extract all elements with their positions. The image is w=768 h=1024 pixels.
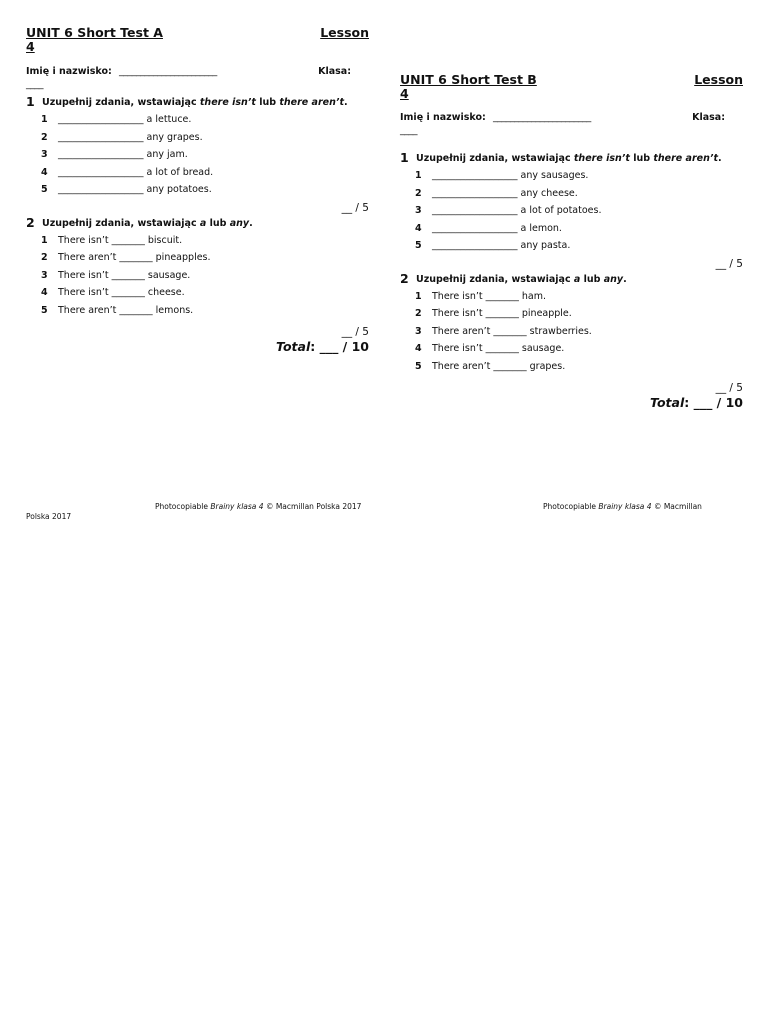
test-b-sheet [400, 73, 743, 410]
exercise-item[interactable]: 2 There aren’t _______ pineapples. [41, 252, 211, 263]
task-instruction: Uzupełnij zdania, wstawiając there isn’t lub there aren’t. [416, 153, 722, 164]
test-a-title: UNIT 6 Short Test A [26, 25, 163, 40]
task-1-header [26, 95, 369, 113]
test-b-name-row [400, 111, 743, 141]
exercise-item[interactable]: 4 __________________ a lemon. [415, 222, 562, 234]
test-b-lesson-label: Lesson [694, 72, 743, 87]
class-label: Klasa: [692, 112, 725, 123]
task-1 [26, 95, 369, 216]
task-number: 2 [26, 214, 35, 230]
exercise-item[interactable]: 1 There isn’t _______ biscuit. [41, 234, 183, 246]
task-2 [400, 272, 743, 397]
test-a-header [26, 26, 369, 56]
total-score: Total: ___ / 10 [276, 339, 369, 354]
name-field-line[interactable]: _______________________ [119, 66, 217, 77]
task-1-items [400, 169, 743, 257]
total-score: Total: ___ / 10 [650, 395, 743, 410]
test-b-header [400, 73, 743, 103]
exercise-item[interactable]: 2 __________________ any cheese. [415, 187, 578, 199]
exercise-item[interactable]: 3 There aren’t _______ strawberries. [415, 325, 592, 337]
exercise-item[interactable]: 4 There isn’t _______ sausage. [415, 343, 565, 354]
exercise-item[interactable]: 5 __________________ any pasta. [415, 240, 571, 251]
task-1-header [400, 151, 743, 169]
exercise-item[interactable]: 4 There isn’t _______ cheese. [41, 287, 185, 298]
exercise-item[interactable]: 1 __________________ a lettuce. [41, 114, 192, 125]
footer-left: Photocopiable Brainy klasa 4 © Macmillan Polska 2017 [155, 502, 362, 511]
name-label: Imię i nazwisko: [400, 112, 486, 123]
task-score: __ / 5 [341, 326, 369, 338]
task-2-header [26, 216, 369, 234]
name-label: Imię i nazwisko: [26, 66, 112, 77]
task-2-items [400, 290, 743, 378]
test-b-title: UNIT 6 Short Test B [400, 72, 537, 87]
name-field-line[interactable]: _______________________ [493, 112, 591, 123]
exercise-item[interactable]: 5 __________________ any potatoes. [41, 184, 212, 195]
footer-right: Photocopiable Brainy klasa 4 © Macmillan [543, 502, 702, 511]
exercise-item[interactable]: 2 __________________ any grapes. [41, 131, 203, 143]
task-score: __ / 5 [715, 257, 743, 270]
exercise-item[interactable]: 1 __________________ any sausages. [415, 170, 589, 181]
task-instruction: Uzupełnij zdania, wstawiając there isn’t lub there aren’t. [42, 97, 348, 108]
class-field-line[interactable]: ____ [26, 79, 43, 90]
exercise-item[interactable]: 5 There aren’t _______ grapes. [415, 360, 566, 372]
exercise-item[interactable]: 3 There isn’t _______ sausage. [41, 269, 191, 281]
task-instruction: Uzupełnij zdania, wstawiając a lub any. [42, 217, 253, 229]
class-field-line[interactable]: ____ [400, 125, 417, 136]
task-2 [26, 216, 369, 341]
footer-left-wrap: Polska 2017 [26, 512, 72, 521]
test-a-lesson-number: 4 [26, 39, 35, 54]
task-number: 1 [400, 150, 409, 165]
exercise-item[interactable]: 2 There isn’t _______ pineapple. [415, 308, 572, 319]
class-label: Klasa: [318, 66, 351, 77]
test-a-lesson-label: Lesson [320, 25, 369, 40]
test-a-name-row [26, 65, 369, 95]
task-instruction: Uzupełnij zdania, wstawiając a lub any. [416, 273, 627, 285]
task-number: 2 [400, 270, 409, 286]
task-1 [400, 151, 743, 272]
exercise-item[interactable]: 5 There aren’t _______ lemons. [41, 304, 194, 316]
task-1-items [26, 113, 369, 201]
exercise-item[interactable]: 3 __________________ any jam. [41, 149, 188, 160]
task-score: __ / 5 [715, 382, 743, 394]
task-2-items [26, 234, 369, 322]
task-number: 1 [26, 94, 35, 109]
task-score: __ / 5 [341, 201, 369, 214]
exercise-item[interactable]: 3 __________________ a lot of potatoes. [415, 205, 602, 216]
exercise-item[interactable]: 4 __________________ a lot of bread. [41, 166, 214, 178]
exercise-item[interactable]: 1 There isn’t _______ ham. [415, 290, 546, 302]
task-2-header [400, 272, 743, 290]
test-b-lesson-number: 4 [400, 86, 409, 101]
test-a-sheet [26, 26, 369, 354]
